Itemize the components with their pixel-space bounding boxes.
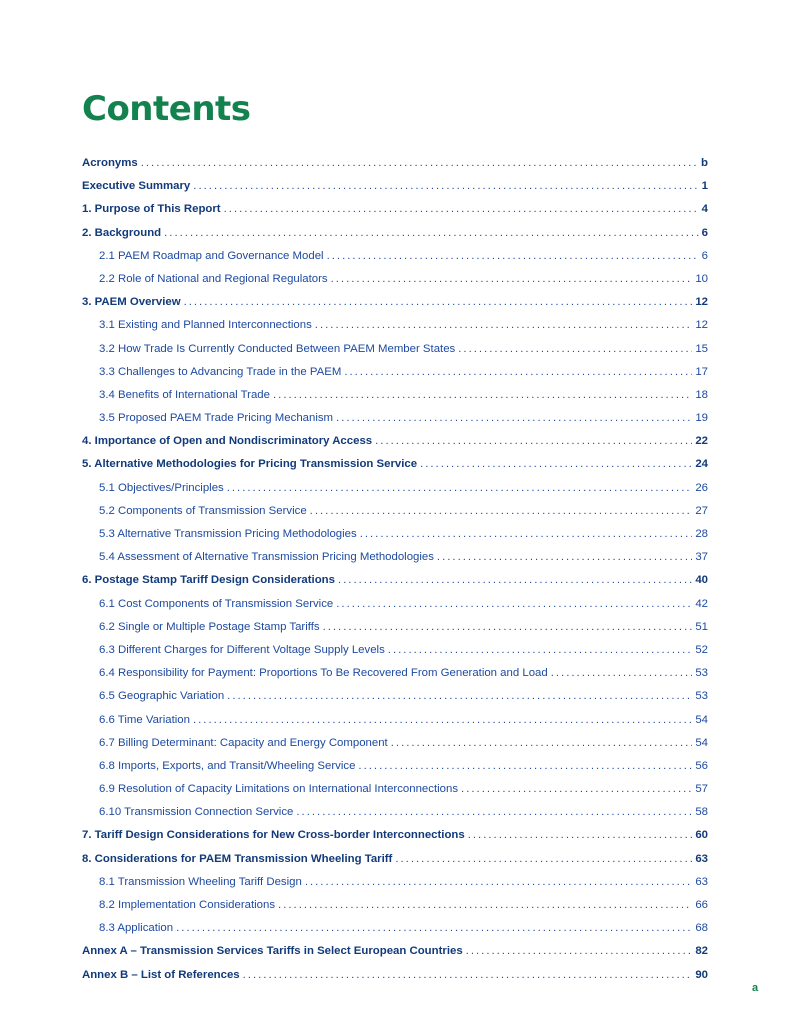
toc-entry-page: 60 xyxy=(695,829,708,842)
toc-leader-dots xyxy=(344,361,692,384)
toc-entry[interactable] xyxy=(82,778,708,801)
toc-entry-title: 7. Tariff Design Considerations for New Cross-border Interconnections xyxy=(82,829,465,842)
toc-entry-title: 5.4 Assessment of Alternative Transmission Pricing Methodologies xyxy=(99,551,434,564)
toc-leader-dots xyxy=(310,500,693,523)
toc-entry[interactable] xyxy=(82,709,708,732)
toc-entry-page: 42 xyxy=(695,597,708,610)
toc-entry-page: 24 xyxy=(695,458,708,471)
toc-entry-page: b xyxy=(701,157,708,169)
toc-entry-page: 82 xyxy=(695,945,708,958)
toc-entry-page: 10 xyxy=(695,272,708,285)
toc-entry-page: 6 xyxy=(701,226,708,239)
table-of-contents xyxy=(82,152,708,987)
toc-entry-title: 6.9 Resolution of Capacity Limitations on International Interconnections xyxy=(99,783,459,796)
toc-entry[interactable] xyxy=(82,523,708,546)
toc-entry[interactable] xyxy=(82,801,708,824)
toc-entry[interactable] xyxy=(82,338,708,361)
toc-leader-dots xyxy=(420,453,692,476)
toc-leader-dots xyxy=(461,778,692,801)
toc-entry-title: Annex A – Transmission Services Tariffs in Select European Countries xyxy=(82,945,463,958)
toc-entry-title: 6.3 Different Charges for Different Voltage Supply Levels xyxy=(99,643,385,656)
toc-entry-title: 6. Postage Stamp Tariff Design Considerations xyxy=(82,574,335,587)
toc-entry[interactable] xyxy=(82,593,708,616)
toc-entry-title: 1. Purpose of This Report xyxy=(82,203,221,216)
toc-entry[interactable] xyxy=(82,453,708,476)
toc-leader-dots xyxy=(315,314,693,337)
toc-entry-title: 8.2 Implementation Considerations xyxy=(99,899,276,911)
toc-entry-page: 54 xyxy=(695,713,708,726)
toc-entry-page: 63 xyxy=(695,875,708,888)
toc-leader-dots xyxy=(273,384,692,407)
toc-entry-title: 6.7 Billing Determinant: Capacity and Energy Component xyxy=(99,736,388,749)
toc-leader-dots xyxy=(296,801,692,824)
toc-entry-title: 6.4 Responsibility for Payment: Proportions To Be Recovered From Generation and Load xyxy=(99,667,548,680)
toc-entry[interactable] xyxy=(82,894,708,917)
toc-leader-dots xyxy=(243,964,693,987)
toc-entry-title: 6.5 Geographic Variation xyxy=(99,690,225,703)
toc-entry-title: 5.2 Components of Transmission Service xyxy=(99,504,307,517)
toc-entry-title: 3.3 Challenges to Advancing Trade in the PAEM xyxy=(99,365,342,378)
toc-entry[interactable] xyxy=(82,848,708,871)
toc-entry[interactable] xyxy=(82,917,708,940)
toc-entry-page: 58 xyxy=(695,806,708,819)
toc-entry[interactable] xyxy=(82,407,708,430)
toc-entry-page: 1 xyxy=(701,180,708,193)
toc-leader-dots xyxy=(358,755,692,778)
toc-leader-dots xyxy=(193,175,698,198)
toc-entry-title: 8. Considerations for PAEM Transmission Wheeling Tariff xyxy=(82,852,393,865)
toc-entry-page: 53 xyxy=(695,667,708,680)
toc-entry-title: 4. Importance of Open and Nondiscriminatory Access xyxy=(82,435,373,448)
toc-entry-title: 3.2 How Trade Is Currently Conducted Between PAEM Member States xyxy=(99,342,456,355)
toc-entry-title: Executive Summary xyxy=(82,180,191,193)
toc-leader-dots xyxy=(193,709,692,732)
toc-leader-dots xyxy=(468,824,693,847)
toc-entry[interactable] xyxy=(82,245,708,268)
toc-entry[interactable] xyxy=(82,732,708,755)
toc-entry-page: 56 xyxy=(695,759,708,772)
toc-entry-title: 3.1 Existing and Planned Interconnections xyxy=(99,319,312,332)
toc-entry-title: 6.6 Time Variation xyxy=(99,713,190,726)
toc-leader-dots xyxy=(336,593,692,616)
toc-entry[interactable] xyxy=(82,430,708,453)
toc-leader-dots xyxy=(227,685,692,708)
toc-leader-dots xyxy=(395,848,692,871)
toc-leader-dots xyxy=(437,546,692,569)
toc-entry-page: 4 xyxy=(701,203,708,216)
toc-entry[interactable] xyxy=(82,940,708,963)
toc-entry-page: 12 xyxy=(695,319,708,332)
toc-entry[interactable] xyxy=(82,361,708,384)
toc-leader-dots xyxy=(551,662,693,685)
toc-entry-title: 3.5 Proposed PAEM Trade Pricing Mechanism xyxy=(99,412,334,425)
toc-entry-title: 3.4 Benefits of International Trade xyxy=(99,388,270,401)
toc-entry-title: 6.10 Transmission Connection Service xyxy=(99,806,294,819)
toc-entry-page: 12 xyxy=(695,296,708,309)
toc-entry-title: 8.1 Transmission Wheeling Tariff Design xyxy=(99,875,302,888)
toc-entry-page: 57 xyxy=(695,783,708,796)
toc-entry-title: 3. PAEM Overview xyxy=(82,296,181,309)
toc-entry[interactable] xyxy=(82,291,708,314)
toc-entry-title: 5.3 Alternative Transmission Pricing Methodologies xyxy=(99,528,357,540)
toc-leader-dots xyxy=(278,894,692,917)
toc-entry-page: 90 xyxy=(695,968,708,981)
toc-entry-page: 27 xyxy=(695,504,708,517)
toc-entry-title: 2. Background xyxy=(82,226,162,239)
toc-entry-page: 28 xyxy=(695,528,708,540)
toc-entry-page: 6 xyxy=(701,249,708,262)
toc-leader-dots xyxy=(336,407,692,430)
toc-entry-page: 68 xyxy=(695,922,708,935)
toc-entry[interactable] xyxy=(82,616,708,639)
toc-entry-title: Annex B – List of References xyxy=(82,968,240,981)
toc-entry[interactable] xyxy=(82,222,708,245)
toc-entry-page: 17 xyxy=(695,365,708,378)
toc-entry[interactable] xyxy=(82,964,708,987)
toc-leader-dots xyxy=(466,940,693,963)
toc-entry[interactable] xyxy=(82,824,708,847)
toc-entry-page: 66 xyxy=(695,899,708,911)
toc-entry[interactable] xyxy=(82,152,708,175)
toc-leader-dots xyxy=(141,152,698,175)
toc-leader-dots xyxy=(375,430,692,453)
toc-leader-dots xyxy=(360,523,693,546)
toc-leader-dots xyxy=(331,268,693,291)
toc-entry-title: 6.2 Single or Multiple Postage Stamp Tariffs xyxy=(99,620,320,633)
toc-entry[interactable] xyxy=(82,314,708,337)
toc-leader-dots xyxy=(388,639,693,662)
toc-entry[interactable] xyxy=(82,871,708,894)
toc-entry[interactable] xyxy=(82,546,708,569)
toc-entry-page: 63 xyxy=(695,852,708,865)
toc-leader-dots xyxy=(164,222,699,245)
toc-entry-title: 2.1 PAEM Roadmap and Governance Model xyxy=(99,249,324,262)
toc-entry[interactable] xyxy=(82,639,708,662)
toc-entry-title: 6.1 Cost Components of Transmission Service xyxy=(99,597,334,610)
toc-leader-dots xyxy=(176,917,692,940)
toc-leader-dots xyxy=(458,338,692,361)
toc-entry[interactable] xyxy=(82,384,708,407)
toc-entry-title: 5.1 Objectives/Principles xyxy=(99,481,224,494)
toc-entry[interactable] xyxy=(82,755,708,778)
page-title: Contents xyxy=(82,89,251,129)
toc-leader-dots xyxy=(323,616,693,639)
toc-entry-page: 18 xyxy=(695,388,708,401)
toc-entry-title: Acronyms xyxy=(82,157,138,169)
toc-entry-page: 15 xyxy=(695,342,708,355)
toc-leader-dots xyxy=(227,477,693,500)
toc-entry-title: 6.8 Imports, Exports, and Transit/Wheeling Service xyxy=(99,759,356,772)
page-number: a xyxy=(752,982,759,994)
toc-leader-dots xyxy=(305,871,693,894)
toc-entry-page: 54 xyxy=(695,736,708,749)
toc-entry[interactable] xyxy=(82,685,708,708)
toc-leader-dots xyxy=(391,732,693,755)
toc-entry-page: 53 xyxy=(695,690,708,703)
toc-entry-page: 37 xyxy=(695,551,708,564)
toc-entry-page: 19 xyxy=(695,412,708,425)
toc-entry-title: 8.3 Application xyxy=(99,922,174,935)
toc-entry-page: 52 xyxy=(695,643,708,656)
toc-entry-page: 40 xyxy=(695,574,708,587)
toc-entry-title: 2.2 Role of National and Regional Regulators xyxy=(99,272,328,285)
toc-entry[interactable] xyxy=(82,662,708,685)
toc-entry-page: 51 xyxy=(695,620,708,633)
toc-entry-title: 5. Alternative Methodologies for Pricing Transmission Service xyxy=(82,458,418,471)
toc-leader-dots xyxy=(338,569,692,592)
toc-entry[interactable] xyxy=(82,500,708,523)
toc-entry[interactable] xyxy=(82,268,708,291)
toc-entry[interactable] xyxy=(82,175,708,198)
toc-entry[interactable] xyxy=(82,477,708,500)
toc-entry[interactable] xyxy=(82,569,708,592)
toc-entry-page: 22 xyxy=(695,435,708,448)
toc-entry-page: 26 xyxy=(695,481,708,494)
toc-leader-dots xyxy=(184,291,693,314)
toc-leader-dots xyxy=(224,198,699,221)
toc-leader-dots xyxy=(327,245,699,268)
toc-entry[interactable] xyxy=(82,198,708,221)
